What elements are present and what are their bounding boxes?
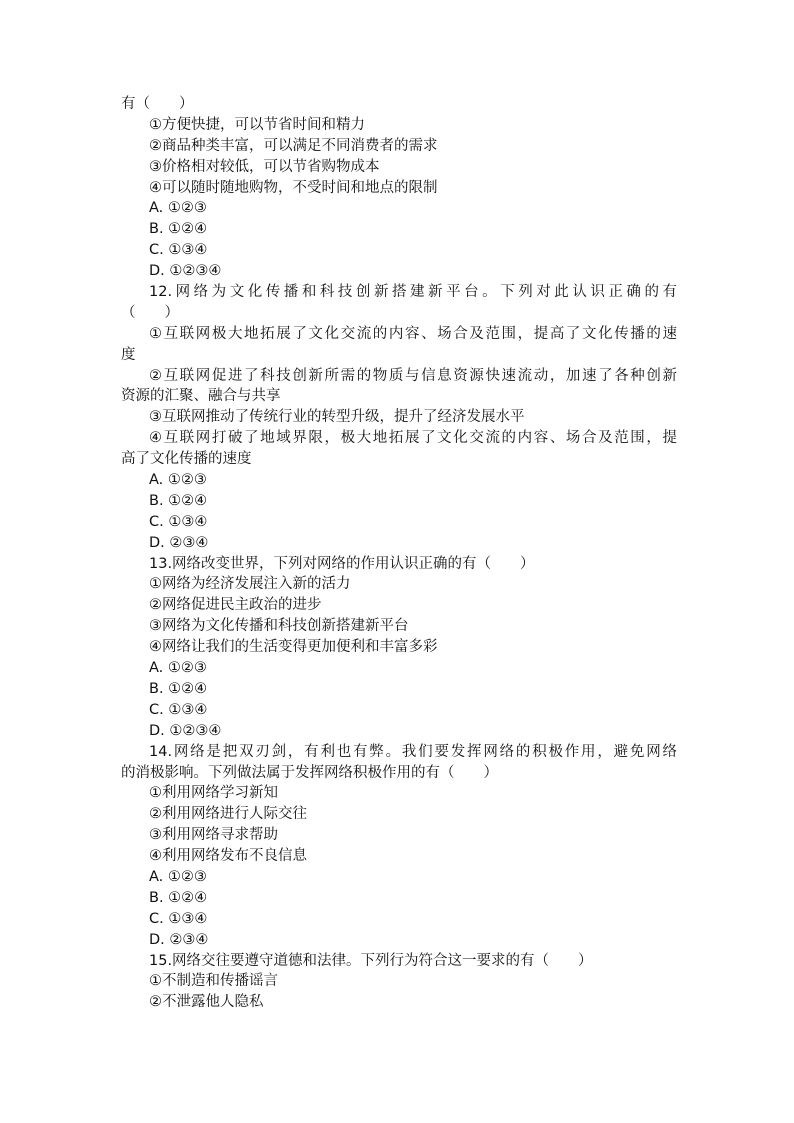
q11-item-1: ①方便快捷，可以节省时间和精力 <box>149 116 365 133</box>
q13-option-b: B. ①②④ <box>149 680 208 697</box>
q13-option-d: D. ①②③④ <box>149 722 222 739</box>
q11-item-4: ④可以随时随地购物，不受时间和地点的限制 <box>149 179 438 196</box>
q14-option-c: C. ①③④ <box>149 910 208 927</box>
q13-option-a: A. ①②③ <box>149 660 207 677</box>
q12-item-4-line-1: ④互联网打破了地域界限，极大地拓展了文化交流的内容、场合及范围，提 <box>149 430 677 447</box>
question-content <box>121 94 677 1013</box>
q12-item-2-line-1: ②互联网促进了科技创新所需的物质与信息资源快速流动，加速了各种创新 <box>149 367 677 384</box>
q11-stem-continuation: 有（ ） <box>121 96 194 112</box>
q14-item-1: ①利用网络学习新知 <box>149 785 278 802</box>
q14-stem-line-2: 的消极影响。下列做法属于发挥网络积极作用的有（ ） <box>121 764 498 781</box>
q12-stem-line-1: 12.网络为文化传播和科技创新搭建新平台。下列对此认识正确的有 <box>149 284 677 301</box>
q11-item-2: ②商品种类丰富，可以满足不同消费者的需求 <box>149 137 438 154</box>
q14-option-a: A. ①②③ <box>149 868 207 885</box>
q12-item-1-line-2: 度 <box>121 346 136 363</box>
q12-stem-line-2: （ ） <box>121 304 179 321</box>
q14-option-b: B. ①②④ <box>149 889 208 906</box>
q13-item-3: ③网络为文化传播和科技创新搭建新平台 <box>149 618 409 635</box>
q14-item-4: ④利用网络发布不良信息 <box>149 848 307 865</box>
q15-item-1: ①不制造和传播谣言 <box>149 973 278 990</box>
q12-item-4-line-2: 高了文化传播的速度 <box>121 451 252 468</box>
q12-option-d: D. ②③④ <box>149 534 209 551</box>
q14-option-d: D. ②③④ <box>149 931 209 948</box>
q11-option-c: C. ①③④ <box>149 242 208 259</box>
q11-option-d: D. ①②③④ <box>149 263 222 280</box>
q13-item-1: ①网络为经济发展注入新的活力 <box>149 576 351 593</box>
q11-item-3: ③价格相对较低，可以节省购物成本 <box>149 158 380 175</box>
q14-stem-line-1: 14.网络是把双刃剑，有利也有弊。我们要发挥网络的积极作用，避免网络 <box>149 743 677 760</box>
q12-option-b: B. ①②④ <box>149 492 208 509</box>
q12-option-c: C. ①③④ <box>149 513 208 530</box>
q14-item-2: ②利用网络进行人际交往 <box>149 806 307 823</box>
q12-item-3: ③互联网推动了传统行业的转型升级，提升了经济发展水平 <box>149 409 525 426</box>
q13-item-2: ②网络促进民主政治的进步 <box>149 597 322 614</box>
q13-stem: 13.网络改变世界，下列对网络的作用认识正确的有（ ） <box>149 555 535 572</box>
q13-item-4: ④网络让我们的生活变得更加便利和丰富多彩 <box>149 639 438 656</box>
q12-item-2-line-2: 资源的汇聚、融合与共享 <box>121 388 281 405</box>
q15-item-2: ②不泄露他人隐私 <box>149 994 264 1011</box>
q13-option-c: C. ①③④ <box>149 701 208 718</box>
q14-item-3: ③利用网络寻求帮助 <box>149 827 278 844</box>
q12-item-1-line-1: ①互联网极大地拓展了文化交流的内容、场合及范围，提高了文化传播的速 <box>149 325 677 342</box>
q12-option-a: A. ①②③ <box>149 472 207 489</box>
q11-option-b: B. ①②④ <box>149 221 208 238</box>
q15-stem: 15.网络交往要遵守道德和法律。下列行为符合这一要求的有（ ） <box>149 952 593 969</box>
q11-option-a: A. ①②③ <box>149 200 207 217</box>
